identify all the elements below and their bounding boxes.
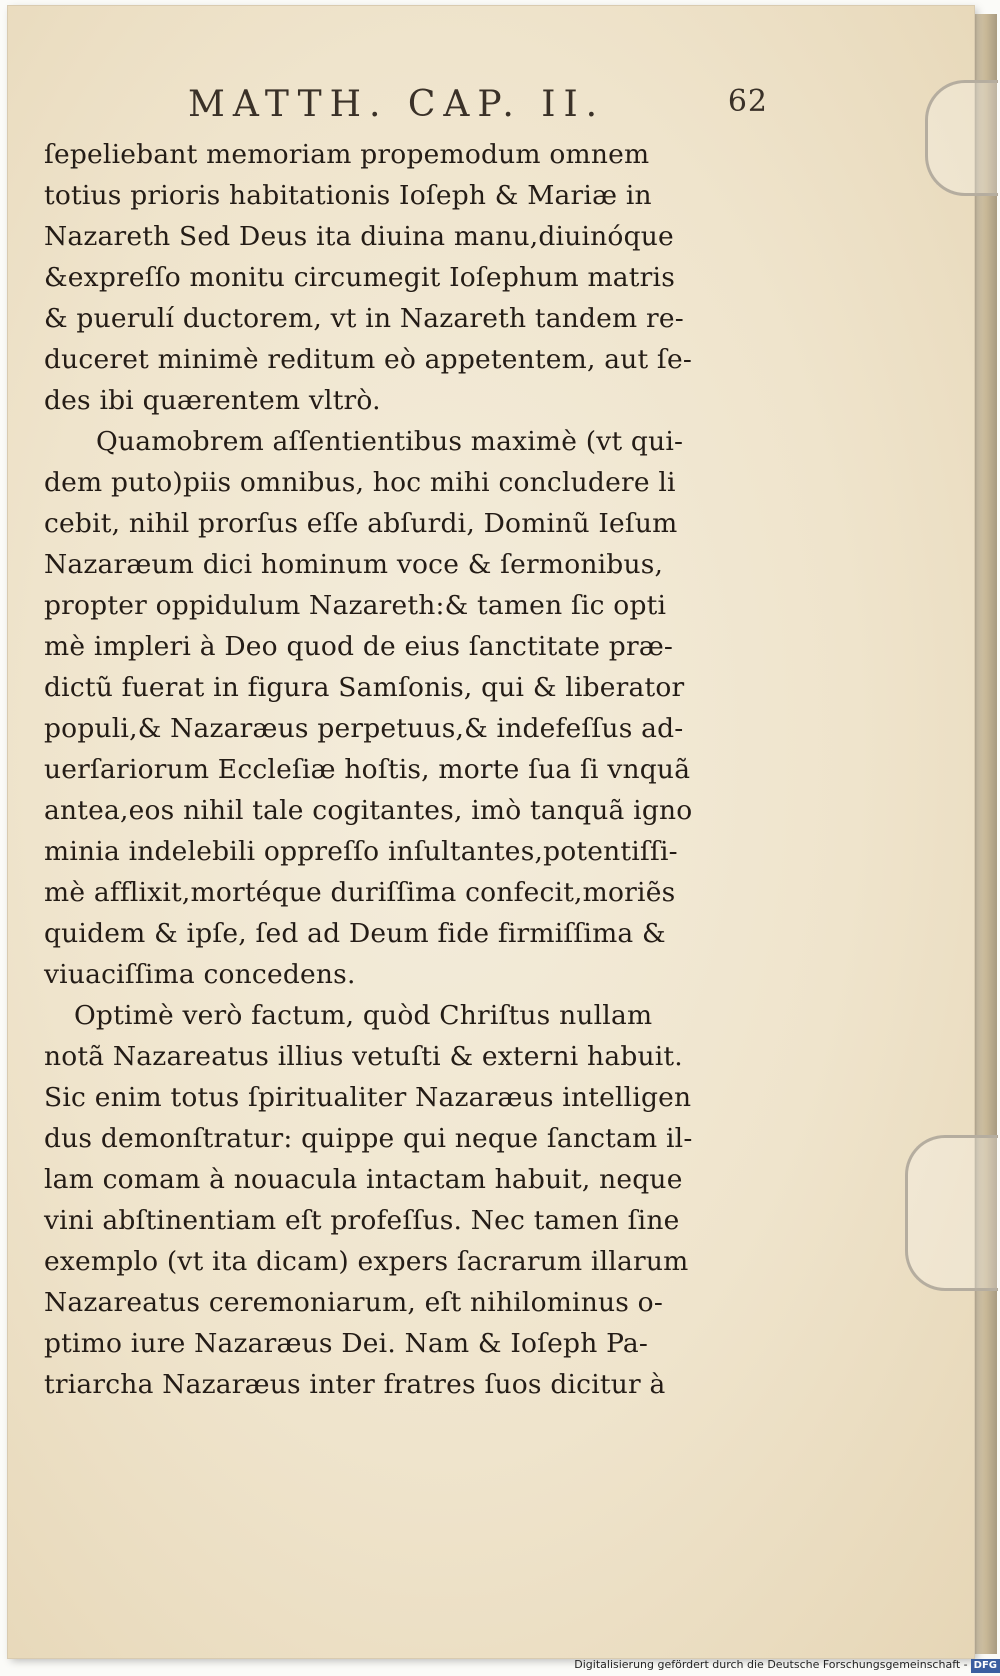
- text-line: & puerulí ductorem, vt in Nazareth tandem re-: [44, 303, 684, 334]
- text-line: uerſariorum Eccleſiæ hoſtis, morte ſua ſi vnquã: [44, 754, 691, 785]
- book-page: [8, 6, 974, 1658]
- text-line: dictũ fuerat in figura Samſonis, qui & liberator: [44, 672, 685, 703]
- text-line: mè impleri à Deo quod de eius ſanctitate præ-: [44, 631, 674, 662]
- text-line: totius prioris habitationis Ioſeph & Mariæ in: [44, 180, 652, 211]
- running-title: MATTH. CAP. II.: [188, 84, 606, 125]
- text-line: Nazaræum dici hominum voce & ſermonibus,: [44, 549, 664, 580]
- page-clip-top: [925, 80, 998, 196]
- credit-text: Digitalisierung gefördert durch die Deutsche Forschungsgemeinschaft -: [574, 1658, 968, 1671]
- text-line: Nazareth Sed Deus ita diuina manu,diuinóque: [44, 221, 674, 252]
- text-line: Nazareatus ceremoniarum, eſt nihilominus o-: [44, 1287, 663, 1318]
- text-line: exemplo (vt ita dicam) expers ſacrarum illarum: [44, 1246, 689, 1277]
- paragraph-start-line: Quamobrem aſſentientibus maximè (vt qui-: [96, 426, 684, 457]
- body-text: [44, 134, 764, 1405]
- text-line: viuaciſſima concedens.: [44, 959, 356, 990]
- text-line: lam comam à nouacula intactam habuit, neque: [44, 1164, 683, 1195]
- text-line: &expreſſo monitu circumegit Ioſephum matris: [44, 262, 675, 293]
- text-line: triarcha Nazaræus inter fratres ſuos dicitur à: [44, 1369, 666, 1400]
- text-line: vini abſtinentiam eſt profeſſus. Nec tamen ſine: [44, 1205, 680, 1236]
- text-line: dus demonſtratur: quippe qui neque ſanctam il-: [44, 1123, 693, 1154]
- paragraph-start-line: Optimè verò factum, quòd Chriſtus nullam: [74, 1000, 653, 1031]
- text-line: mè afflixit,mortéque duriſſima confecit,moriẽs: [44, 877, 676, 908]
- text-line: duceret minimè reditum eò appetentem, aut ſe-: [44, 344, 692, 375]
- text-line: des ibi quærentem vltrò.: [44, 385, 381, 416]
- text-line: notã Nazareatus illius vetuſti & externi habuit.: [44, 1041, 683, 1072]
- text-line: antea,eos nihil tale cogitantes, imò tanquã igno: [44, 795, 693, 826]
- page-clip-bottom: [905, 1135, 998, 1291]
- text-line: ſepeliebant memoriam propemodum omnem: [44, 139, 650, 170]
- text-line: propter oppidulum Nazareth:& tamen ſic opti: [44, 590, 667, 621]
- page-number: 62: [727, 84, 768, 119]
- text-line: ptimo iure Nazaræus Dei. Nam & Ioſeph Pa-: [44, 1328, 649, 1359]
- text-line: populi,& Nazaræus perpetuus,& indefeſſus ad-: [44, 713, 684, 744]
- text-line: quidem & ipſe, ſed ad Deum fide firmiſſima &: [44, 918, 666, 949]
- dfg-logo: DFG: [971, 1659, 1000, 1673]
- text-line: cebit, nihil prorſus eſſe abſurdi, Dominũ Ieſum: [44, 508, 678, 539]
- digitization-credit: [560, 1656, 1000, 1676]
- text-line: dem puto)piis omnibus, hoc mihi concludere li: [44, 467, 676, 498]
- text-line: Sic enim totus ſpiritualiter Nazaræus intelligen: [44, 1082, 692, 1113]
- text-line: minia indelebili oppreſſo inſultantes,potentiſſi-: [44, 836, 678, 867]
- page-header: [188, 84, 768, 134]
